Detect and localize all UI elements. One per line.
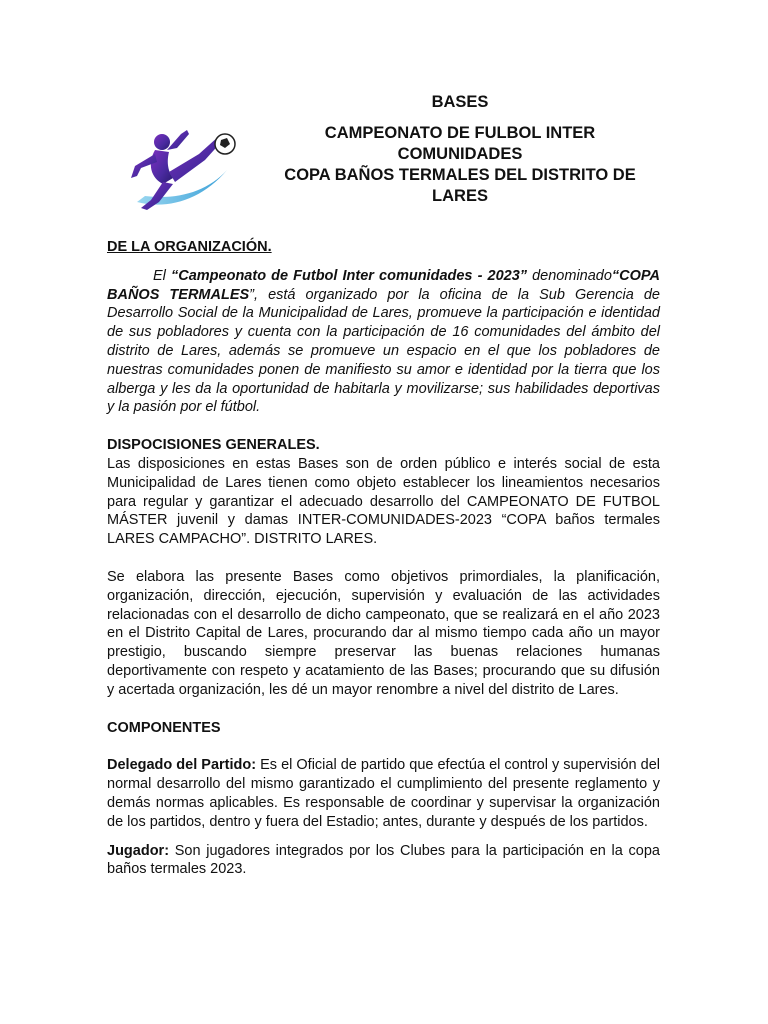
- title-bases: BASES: [431, 93, 489, 111]
- document-title: [250, 92, 670, 207]
- paragraph-disposiciones-2: Se elabora las presente Bases como objetivos primordiales, la planificación, organización, dirección, ejecución, supervisión y evaluación de las actividades relacionadas con el desarrollo de dicho campeonato, que se realizará en el año 2023 en el Distrito Capital de Lares, procurando dar al mismo tiempo cada año un mayor prestigio, buscando siempre preservar las buenas relaciones humanas deportivamente con respeto y acatamiento de las Bases; procurando que su difusión y acertada organización, les dé un mayor renombre a nivel del distrito de Lares.: [107, 568, 660, 698]
- title-line-2: CAMPEONATO DE FULBOL INTER: [324, 124, 596, 142]
- title-line-4: COPA BAÑOS TERMALES DEL DISTRITO DE: [284, 166, 636, 184]
- org-intro: El: [153, 267, 171, 284]
- paragraph-organizacion: [107, 267, 660, 417]
- heading-disposiciones: DISPOCISIONES GENERALES.: [107, 437, 320, 454]
- jugador-label: Jugador:: [107, 842, 170, 859]
- delegado-text: Es el Oficial de partido que efectúa el control y supervisión del normal desarrollo del mismo garantizado el cumplimiento del presente reglamento y demás normas aplicables. Es responsable de coordinar y supervisar la organización de los partidos, dentro y fuera del Estadio; antes, durante y después de los partidos.: [107, 757, 660, 830]
- paragraph-delegado: [107, 756, 660, 831]
- heading-componentes: COMPONENTES: [107, 719, 221, 736]
- jugador-text: Son jugadores integrados por los Clubes para la participación en la copa baños termales 2023.: [107, 842, 660, 878]
- org-named: denominado: [527, 267, 612, 284]
- delegado-label: Delegado del Partido:: [107, 757, 257, 774]
- soccer-player-kick-icon: [107, 92, 249, 234]
- heading-organizacion: DE LA ORGANIZACIÓN.: [107, 239, 272, 255]
- paragraph-jugador: [107, 842, 660, 880]
- org-copa: “COPA BAÑOS TERMALES: [107, 267, 660, 303]
- org-rest: ”, está organizado por la oficina de la Sub Gerencia de Desarrollo Social de la Municipalidad de Lares, promueve la participación e identidad de sus pobladores y cuenta con la participación de 16 comunidades del ámbito del distrito de Lares, además se promueve un espacio en el que los pobladores de nuestras comunidades ponen de manifiesto su amor e identidad por la tierra que los alberga y les da la oportunidad de habitarla y movilizarse; sus habilidades deportivas y la pasión por el fútbol.: [107, 286, 660, 416]
- logo: [107, 92, 249, 234]
- org-quote: “Campeonato de Futbol Inter comunidades - 2023”: [170, 267, 528, 284]
- paragraph-disposiciones-1: Las disposiciones en estas Bases son de orden público e interés social de esta Municipalidad de Lares tienen como objeto establecer los lineamientos necesarios para regular y garantizar el adecuado desarrollo del CAMPEONATO DE FUTBOL MÁSTER juvenil y damas INTER-COMUNIDADES-2023 “COPA baños termales LARES CAMPACHO”. DISTRITO LARES.: [107, 455, 660, 548]
- title-line-5: LARES: [432, 187, 488, 205]
- title-line-3: COMUNIDADES: [397, 145, 523, 163]
- document-body: [107, 238, 660, 879]
